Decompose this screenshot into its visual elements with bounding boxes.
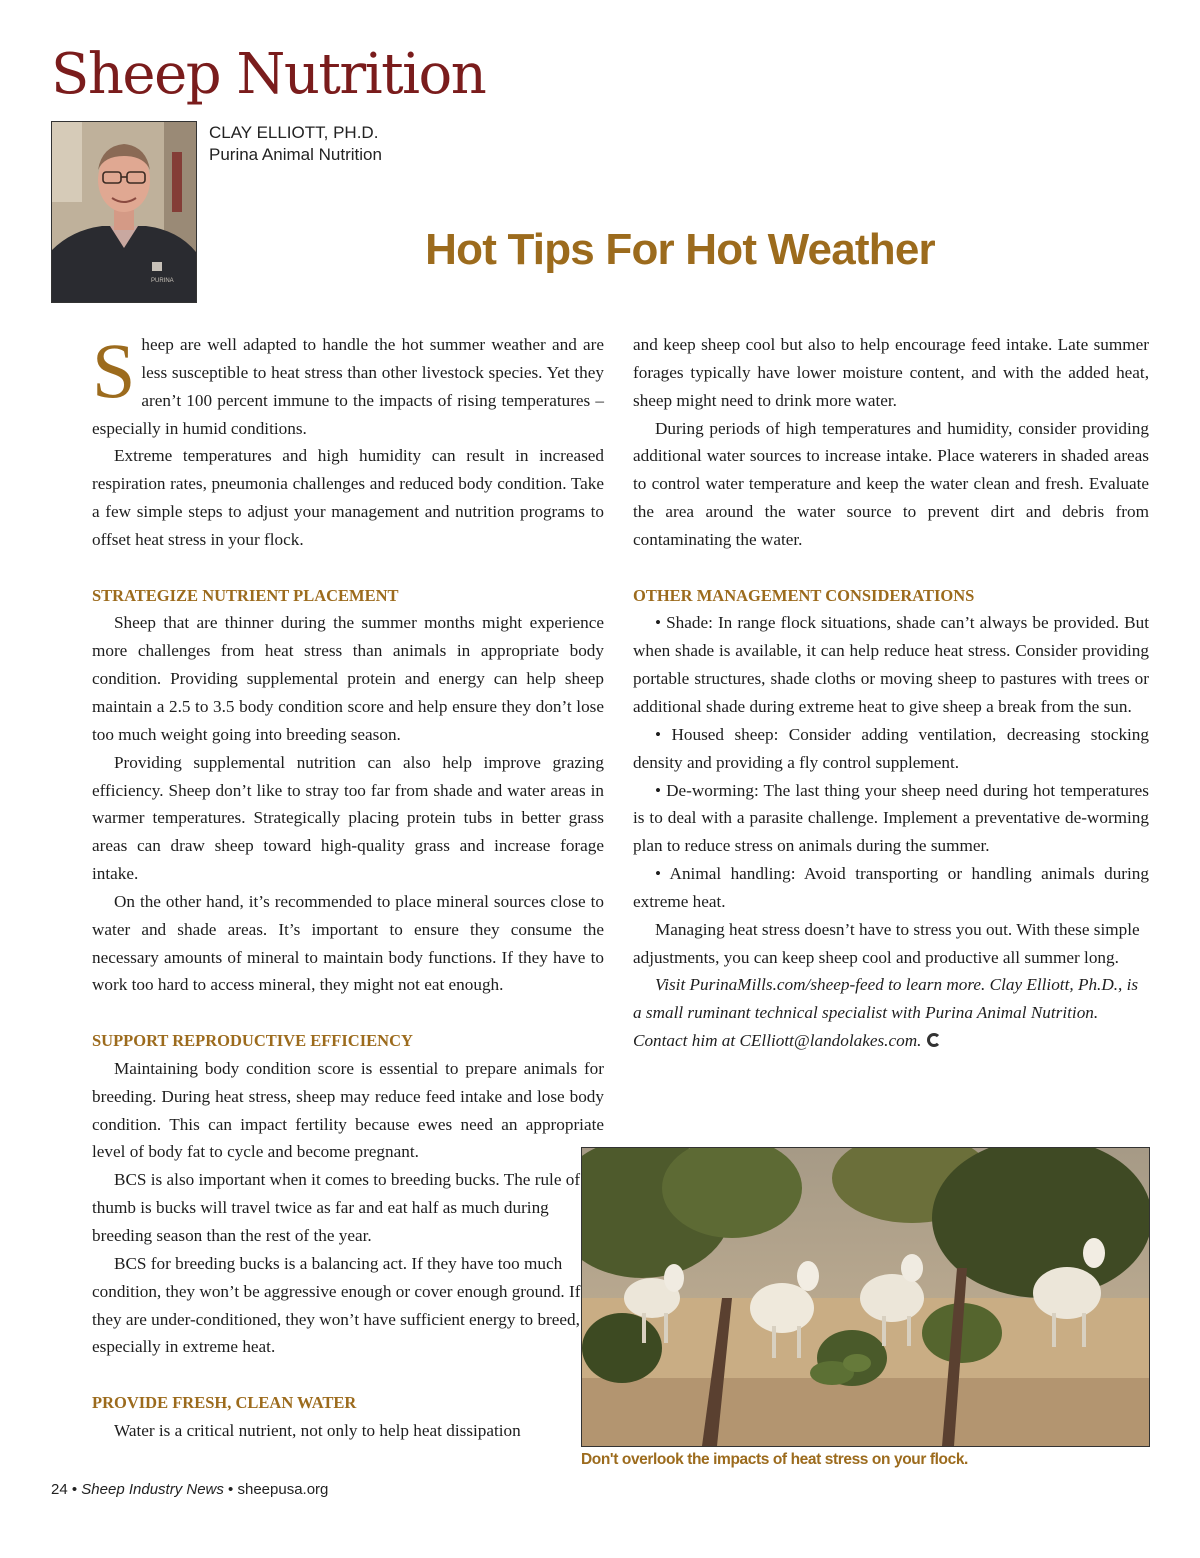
drop-cap: S bbox=[92, 327, 136, 414]
sheep-photo bbox=[581, 1147, 1150, 1447]
section-title: Sheep Nutrition bbox=[51, 42, 486, 107]
article-headline: Hot Tips For Hot Weather bbox=[425, 225, 935, 274]
bullet-shade: • Shade: In range flock situations, shade can’t always be provided. But when shade is available, it can help reduce heat stress. Consider providing portable structures, shade cloths or moving sheep to pastures with trees or additional shade during extreme heat to give sheep a break from the sun. bbox=[633, 613, 1149, 716]
page-footer bbox=[51, 1479, 328, 1501]
body-paragraph: BCS for breeding bucks is a balancing act. If they have too much condition, they won’t be aggressive enough or cover enough ground. If they are under-conditioned, they won’t have sufficient energy to breed, especially in extreme heat. bbox=[92, 1253, 581, 1357]
closing-paragraph: Managing heat stress doesn’t have to stress you out. With these simple adjustments, you can keep sheep cool and productive all summer long. bbox=[633, 919, 1140, 967]
body-paragraph: Extreme temperatures and high humidity can result in increased respiration rates, pneumonia challenges and reduced body condition. Take a few simple steps to adjust your management and nutrition programs to offset heat stress in your flock. bbox=[92, 446, 604, 549]
article-left-column bbox=[92, 327, 604, 1445]
author-photo bbox=[51, 121, 197, 303]
body-paragraph: Sheep that are thinner during the summer months might experience more challenges from heat stress than animals in appropriate body condition. Providing supplemental protein and energy can help sheep maintain a 2.5 to 3.5 body condition score and help ensure they don’t lose too much weight going into breeding season. bbox=[92, 613, 604, 744]
publication-name: Sheep Industry News bbox=[81, 1481, 224, 1498]
body-paragraph: BCS is also important when it comes to breeding bucks. The rule of thumb is bucks will travel twice as far and eat half as much during breeding season than the rest of the year. bbox=[92, 1170, 581, 1245]
body-paragraph: Water is a critical nutrient, not only to help heat dissipation bbox=[114, 1420, 521, 1440]
footer-separator: • bbox=[71, 1481, 78, 1498]
bullet-housed-sheep: • Housed sheep: Consider adding ventilation, decreasing stocking density and providing a fly control supplement. bbox=[633, 724, 1149, 772]
footer-separator: • bbox=[228, 1481, 234, 1498]
subhead-other-management: OTHER MANAGEMENT CONSIDERATIONS bbox=[633, 585, 975, 605]
body-paragraph: and keep sheep cool but also to help encourage feed intake. Late summer forages typically have lower moisture content, and with the added heat, sheep might need to drink more water. bbox=[633, 335, 1149, 410]
author-name: CLAY ELLIOTT, PH.D. bbox=[209, 123, 379, 142]
subhead-fresh-water: PROVIDE FRESH, CLEAN WATER bbox=[92, 1393, 357, 1413]
author-credit bbox=[633, 971, 1149, 1055]
intro-text: heep are well adapted to handle the hot summer weather and are less susceptible to heat stress than other livestock species. Yet they aren’t 100 percent immune to the impacts of rising temperatures – especially in humid conditions. bbox=[92, 335, 604, 438]
article-right-column bbox=[633, 331, 1149, 1055]
bullet-de-worming: • De-worming: The last thing your sheep need during hot temperatures is to deal with a parasite challenge. Implement a preventative de-worming plan to reduce stress on animals during the summer. bbox=[633, 780, 1149, 856]
subhead-reproductive-efficiency: SUPPORT REPRODUCTIVE EFFICIENCY bbox=[92, 1031, 413, 1051]
body-paragraph: Providing supplemental nutrition can also help improve grazing efficiency. Sheep don’t like to stray too far from shade and water areas in warmer temperatures. Strategically placing protein tubs in better grass areas can draw sheep toward high-quality grass and increase forage intake. bbox=[92, 752, 604, 884]
author-portrait-illustration bbox=[52, 122, 196, 302]
body-paragraph: Maintaining body condition score is essential to prepare animals for breeding. During heat stress, sheep may reduce feed intake and lose body condition. This can impact fertility because ewes need an appropriate level of body fat to cycle and become pregnant. bbox=[92, 1058, 604, 1162]
bullet-animal-handling: • Animal handling: Avoid transporting or handling animals during extreme heat. bbox=[633, 864, 1149, 911]
end-of-article-icon bbox=[927, 1033, 941, 1047]
page-number: 24 bbox=[51, 1481, 68, 1498]
website-url: sheepusa.org bbox=[237, 1481, 329, 1498]
body-paragraph: On the other hand, it’s recommended to place mineral sources close to water and shade areas. It’s important to ensure they consume the necessary amounts of mineral to maintain body functions. If they have to work too hard to access mineral, they might not eat enough. bbox=[92, 891, 604, 995]
shirt-logo-text: PURINA bbox=[151, 278, 174, 284]
author-credit-text: Visit PurinaMills.com/sheep-feed to learn more. Clay Elliott, Ph.D., is a small ruminant technical specialist with Purina Animal Nutrition. Contact him at CElliott@landolakes.com. bbox=[633, 975, 1139, 1051]
sheep-landscape-illustration bbox=[582, 1148, 1149, 1446]
intro-paragraph bbox=[92, 327, 604, 442]
author-organization: Purina Animal Nutrition bbox=[209, 145, 382, 164]
subhead-nutrient-placement: STRATEGIZE NUTRIENT PLACEMENT bbox=[92, 585, 399, 605]
photo-caption: Don't overlook the impacts of heat stress on your flock. bbox=[581, 1451, 968, 1468]
body-paragraph: During periods of high temperatures and humidity, consider providing additional water sources to increase intake. Place waterers in shaded areas to control water temperature and keep the water clean and fresh. Evaluate the area around the water source to prevent dirt and debris from contaminating the water. bbox=[633, 418, 1149, 549]
